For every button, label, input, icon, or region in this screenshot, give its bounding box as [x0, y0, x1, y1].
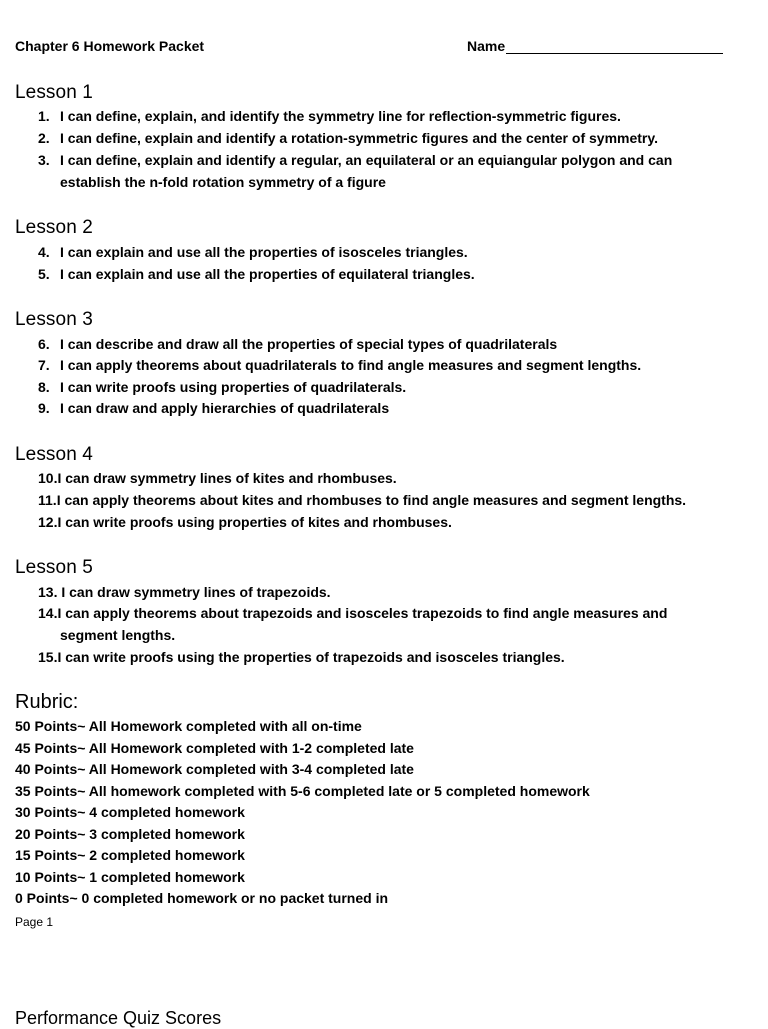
objective-number: 1.	[38, 108, 50, 124]
objective-number: 7.	[38, 357, 50, 373]
rubric-line: 40 Points~ All Homework completed with 3-4 completed late	[15, 761, 414, 777]
rubric-line: 45 Points~ All Homework completed with 1-2 completed late	[15, 740, 414, 756]
objective-text: I can apply theorems about kites and rhombuses to find angle measures and segment lengths.	[56, 492, 687, 508]
objective-text-continued: segment lengths.	[60, 626, 176, 643]
objective-number: 8.	[38, 379, 50, 395]
objective-text: I can draw symmetry lines of trapezoids.	[61, 584, 331, 600]
objective-8	[38, 377, 753, 399]
packet-title: Chapter 6 Homework Packet	[15, 38, 205, 54]
objective-text: I can draw and apply hierarchies of quadrilaterals	[60, 400, 390, 416]
lesson-5-title: Lesson 5	[15, 557, 93, 578]
objective-1	[38, 106, 753, 128]
objective-9	[38, 398, 753, 420]
objective-text: I can draw symmetry lines of kites and rhombuses.	[57, 470, 397, 486]
objective-number: 3.	[38, 152, 50, 168]
objective-text: I can write proofs using the properties of trapezoids and isosceles triangles.	[57, 649, 565, 665]
rubric-line: 50 Points~ All Homework completed with all on-time	[15, 718, 362, 734]
objective-text: I can explain and use all the properties of equilateral triangles.	[60, 266, 475, 282]
name-field	[467, 38, 723, 54]
objective-5	[38, 264, 753, 286]
rubric-line: 15 Points~ 2 completed homework	[15, 847, 245, 863]
objective-14	[38, 603, 753, 646]
objective-text: I can explain and use all the properties of isosceles triangles.	[60, 244, 468, 260]
objective-13	[38, 582, 753, 604]
objective-text: I can define, explain, and identify the symmetry line for reflection-symmetric figures.	[60, 108, 621, 124]
objective-text: I can apply theorems about trapezoids and isosceles trapezoids to find angle measures and	[57, 605, 668, 621]
objective-text: I can write proofs using properties of kites and rhombuses.	[57, 514, 452, 530]
objective-number: 11.	[38, 492, 57, 508]
objective-text: I can write proofs using properties of quadrilaterals.	[60, 379, 407, 395]
rubric-line: 0 Points~ 0 completed homework or no packet turned in	[15, 890, 389, 906]
rubric-line: 30 Points~ 4 completed homework	[15, 804, 245, 820]
objective-text-continued: establish the n-fold rotation symmetry of a figure	[60, 173, 386, 190]
objective-text: I can describe and draw all the properties of special types of quadrilaterals	[60, 336, 558, 352]
objective-number: 9.	[38, 400, 50, 416]
lesson-4-title: Lesson 4	[15, 444, 93, 465]
objective-number: 12.	[38, 514, 58, 530]
lesson-1-title: Lesson 1	[15, 82, 93, 103]
objective-2	[38, 128, 753, 150]
objective-number: 15.	[38, 649, 58, 665]
rubric-title: Rubric:	[15, 691, 79, 713]
objective-number: 13.	[38, 584, 58, 600]
objective-number: 6.	[38, 336, 50, 352]
objective-number: 10.	[38, 470, 58, 486]
objective-15	[38, 647, 753, 669]
objective-12	[38, 512, 753, 534]
objective-text: I can define, explain and identify a regular, an equilateral or an equiangular polygon and can	[60, 152, 673, 168]
name-label: Name	[467, 38, 506, 54]
objective-text: I can define, explain and identify a rotation-symmetric figures and the center of symmetry.	[60, 130, 659, 146]
objective-6	[38, 334, 753, 356]
lesson-2-title: Lesson 2	[15, 217, 93, 238]
objective-3	[38, 150, 753, 193]
objective-7	[38, 355, 753, 377]
objective-10	[38, 468, 753, 490]
objective-number: 14.	[38, 605, 58, 621]
objective-number: 4.	[38, 244, 50, 260]
rubric-line: 20 Points~ 3 completed homework	[15, 826, 245, 842]
objective-number: 5.	[38, 266, 50, 282]
rubric-line: 10 Points~ 1 completed homework	[15, 869, 245, 885]
objective-4	[38, 242, 753, 264]
name-blank-line[interactable]	[506, 39, 723, 54]
objective-number: 2.	[38, 130, 50, 146]
objective-text: I can apply theorems about quadrilaterals to find angle measures and segment lengths.	[60, 357, 642, 373]
lesson-3-title: Lesson 3	[15, 309, 93, 330]
rubric-line: 35 Points~ All homework completed with 5-6 completed late or 5 completed homework	[15, 783, 590, 799]
objective-11	[38, 490, 753, 512]
page-number: Page 1	[15, 915, 54, 929]
next-section-heading: Performance Quiz Scores	[15, 1008, 222, 1028]
